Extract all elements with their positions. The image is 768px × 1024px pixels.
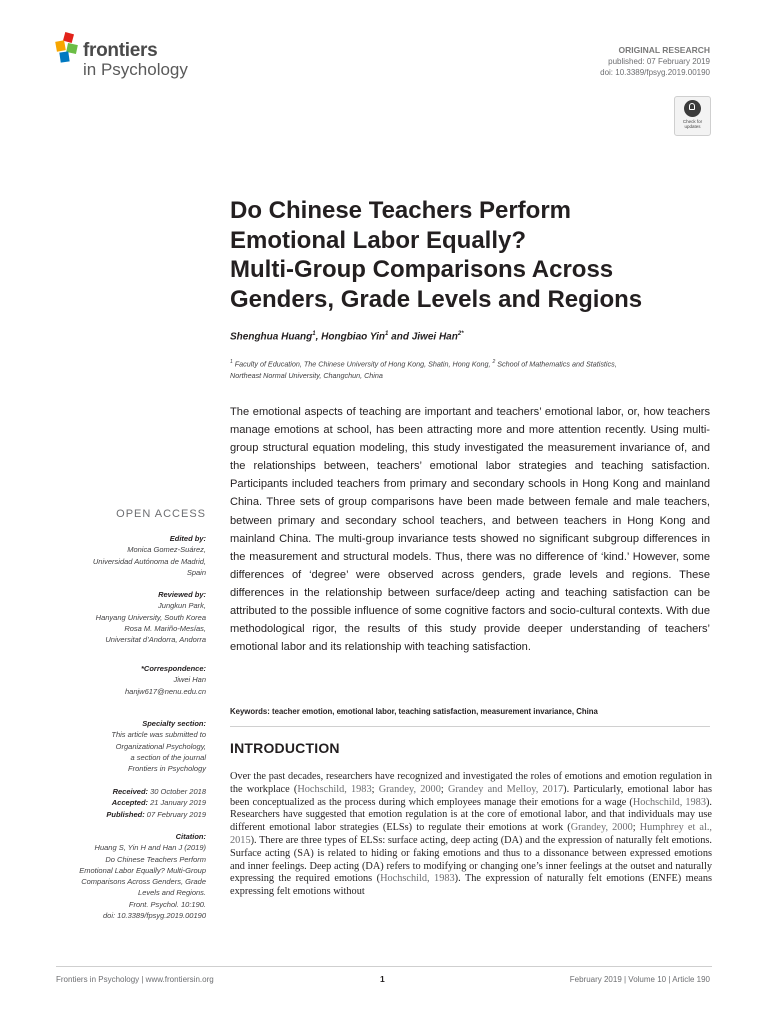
citation-doi-link[interactable]: doi: 10.3389/fpsyg.2019.00190	[102, 911, 206, 921]
reviewer-name[interactable]: Rosa M. Mariño-Mesías,	[124, 623, 206, 633]
abstract: The emotional aspects of teaching are important and teachers’ emotional labor, or, how teachers manage emotions at school, has been attracting more and more attention recently. Using multi-group structural equation modeling, this study investigated the measurement invariance of, and the relationships between, teachers’ emotional labor strategies and teaching satisfaction. Participants included teachers from primary and secondary schools in Hong Kong and mainland China. Three sets of group comparisons have been made between female and male teachers, between primary and secondary school teachers, and between teachers in Hong Kong and mainland China. The multi-group invariance tests showed no significant subgroup differences in the measurement and structural models. Thus, there was no difference of ‘kind.’ However, some differences of ‘degree’ were observed across genders, grade levels and regions. These differences in the relationship between surface/deep acting and teaching satisfaction can be attributed to the possible influence of some cognitive factors and socio-cultural contexts. With due methodological rigor, the results of this study provide deeper understanding of teachers’ emotional labor and its relationship with teaching satisfaction.	[230, 406, 710, 654]
section-divider	[230, 726, 710, 727]
reviewer-name[interactable]: Jungkun Park,	[158, 601, 206, 611]
page-number: 1	[380, 974, 385, 984]
correspondence-label: *Correspondence:	[140, 664, 206, 673]
citation-link[interactable]: Humphrey et al., 2015	[230, 822, 713, 846]
sidebar-correspondence: *Correspondence: Jiwei Han hanjw617@nenu.edu.cn	[124, 664, 206, 696]
article-type: ORIGINAL RESEARCH	[618, 45, 710, 55]
author-list: Shenghua Huang$^1$, Hongbiao Yin$^1$ and Jiwei Han$^{2*}$	[230, 331, 464, 343]
affiliations: $^1$ Faculty of Education, The Chinese University of Hong Kong, Shatin, Hong Kong, $^2$ School of Mathematics and Statistics, Northeast Normal University, Changchun, China	[230, 359, 617, 380]
introduction-paragraph: Over the past decades, researchers have recognized and investigated the roles of emotions and emotion regulation in the workplace (Hochschild, 1983; Grandey, 2000; Grandey and Melloy, 2017). Particularly, emotional labor has been conceptualized as the process during which employees manage their emotions for a wage (Hochschild, 1983). Researchers have suggested that emotion regulation is at the core of emotional labor, and that individuals may use different emotional labor strategies (ELSs) to regulate their emotions at work (Grandey, 2000; Humphrey et al., 2015). There are three types of ELSs: surface acting, deep acting (DA) and the expression of naturally felt emotions. Surface acting (SA) is related to hiding or faking emotions and thus to a dissonance between expressed emotions and inner feelings. Deep acting (DA) refers to modifying or changing one’s inner feelings at the outset and naturally expressing the required emotions (Hochschild, 1983). The expression of naturally felt emotions (ENFE) means expressing felt emotions without	[230, 771, 713, 898]
sidebar-dates: Received: 30 October 2018 Accepted: 21 January 2019 Published: 07 February 2019	[106, 787, 206, 819]
keywords-label: Keywords:	[230, 707, 270, 716]
open-access-label: OPEN ACCESS	[116, 508, 206, 520]
journal-logo	[56, 33, 226, 83]
specialty-label: Specialty section:	[142, 719, 206, 728]
keywords	[230, 707, 710, 716]
keywords-list: teacher emotion, emotional labor, teaching satisfaction, measurement invariance, China	[269, 707, 598, 716]
footer-issue-info: February 2019 | Volume 10 | Article 190	[569, 975, 710, 984]
edited-by-label: Edited by:	[169, 534, 206, 543]
check-for-updates-badge[interactable]	[674, 96, 711, 136]
citation-label: Citation:	[175, 832, 206, 841]
author-name[interactable]: Shenghua Huang	[230, 331, 313, 343]
published-date: published: 07 February 2019	[608, 57, 710, 66]
published-date-sidebar: 07 February 2019	[144, 809, 206, 819]
sidebar-editor: Edited by: Monica Gomez-Suárez, Universidad Autónoma de Madrid, Spain	[92, 534, 206, 577]
citation-link[interactable]: Hochschild, 1983	[632, 796, 706, 808]
citation-link[interactable]: Grandey and Melloy, 2017	[447, 783, 564, 795]
citation-link[interactable]: Grandey, 2000	[378, 783, 441, 795]
footer-rule	[56, 966, 712, 967]
article-meta	[600, 45, 710, 78]
citation-link[interactable]: Hochschild, 1983	[380, 873, 455, 885]
frontiers-logo-icon	[56, 33, 82, 63]
author-name[interactable]: Jiwei Han	[411, 331, 458, 343]
logo-brand-text: frontiers	[83, 40, 158, 61]
sidebar-citation: Citation: Huang S, Yin H and Han J (2019) Do Chinese Teachers Perform Emotional Labor Equally? Multi-Group Comparisons Across Genders, Grade Levels and Regions. Front. Psychol. 10:190. doi: 10.3389/fpsyg.2019.00190	[79, 832, 206, 921]
correspondence-email-link[interactable]: hanjw617@nenu.edu.cn	[124, 686, 206, 696]
introduction-heading: INTRODUCTION	[230, 740, 340, 756]
check-updates-icon	[684, 100, 701, 117]
badge-label: Check for updates	[682, 119, 703, 129]
article-title: Do Chinese Teachers Perform Emotional Labor Equally? Multi-Group Comparisons Across Genders, Grade Levels and Regions	[230, 197, 643, 313]
citation-link[interactable]: Grandey, 2000	[570, 822, 633, 834]
article-doi[interactable]: doi: 10.3389/fpsyg.2019.00190	[600, 68, 710, 77]
citation-link[interactable]: Hochschild, 1983	[297, 783, 372, 795]
sidebar-reviewers: Reviewed by: Jungkun Park, Hanyang University, South Korea Rosa M. Mariño-Mesías, Universitat d’Andorra, Andorra	[95, 590, 206, 645]
accepted-date: 21 January 2019	[148, 798, 206, 808]
editor-name[interactable]: Monica Gomez-Suárez,	[127, 545, 206, 555]
sidebar-specialty: Specialty section: This article was submitted to Organizational Psychology, a section of the journal Frontiers in Psychology	[111, 719, 206, 774]
received-date: 30 October 2018	[148, 787, 206, 796]
author-name[interactable]: Hongbiao Yin	[321, 331, 386, 343]
logo-journal-text: in Psychology	[83, 60, 188, 79]
reviewed-by-label: Reviewed by:	[158, 590, 206, 599]
footer-journal-link[interactable]: Frontiers in Psychology | www.frontiersin.org	[56, 975, 214, 984]
